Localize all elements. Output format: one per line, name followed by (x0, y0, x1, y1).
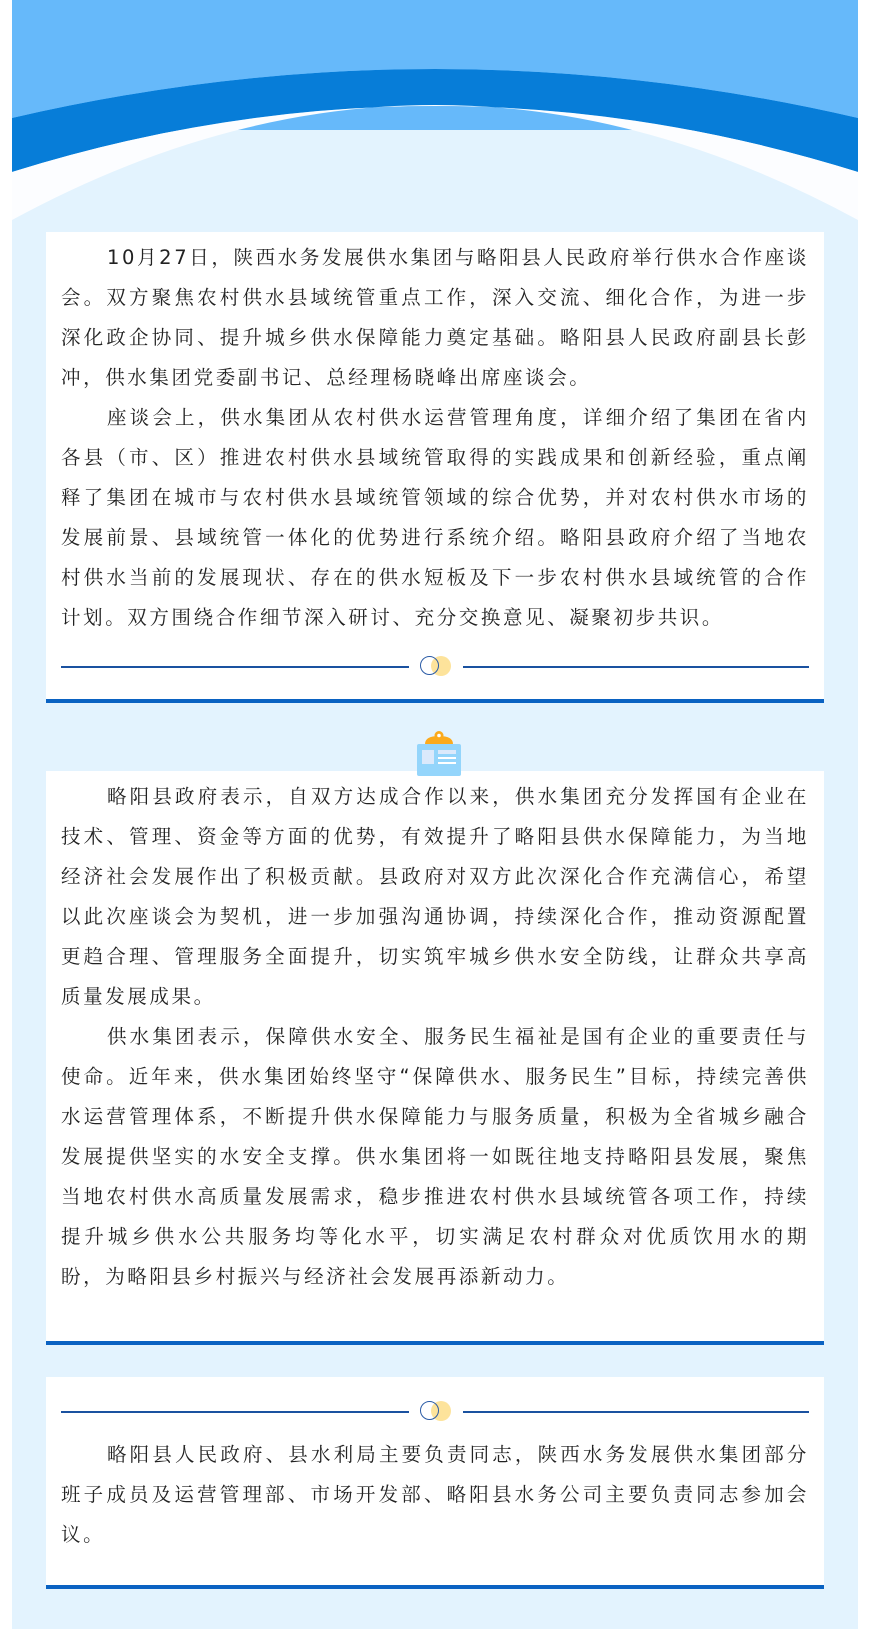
divider-line-left (61, 666, 409, 668)
divider-line-right (463, 666, 809, 668)
header-wave-banner (12, 0, 858, 240)
id-badge-icon (415, 731, 463, 777)
divider-line-right (463, 1411, 809, 1413)
divider-line-left (61, 1411, 409, 1413)
article-card-attendees (46, 1377, 824, 1589)
article-card-intro (46, 232, 824, 703)
ring-circle-icon (420, 1401, 439, 1420)
page-background (12, 0, 858, 1629)
divider-ornament (46, 652, 824, 682)
paragraph: 略阳县人民政府、县水利局主要负责同志，陕西水务发展供水集团部分班子成员及运营管理部、市场开发部、略阳县水务公司主要负责同志参加会议。 (61, 1443, 809, 1546)
ring-circle-icon (420, 656, 439, 675)
paragraph: 座谈会上，供水集团从农村供水运营管理角度，详细介绍了集团在省内各县（市、区）推进农村供水县域统管取得的实践成果和创新经验，重点阐释了集团在城市与农村供水县域统管领域的综合优势，并对农村供水市场的发展前景、县域统管一体化的优势进行系统介绍。略阳县政府介绍了当地农村供水当前的发展现状、存在的供水短板及下一步农村供水县域统管的合作计划。双方围绕合作细节深入研讨、充分交换意见、凝聚初步共识。 (61, 406, 809, 629)
paragraph: 10月27日，陕西水务发展供水集团与略阳县人民政府举行供水合作座谈会。双方聚焦农村供水县域统管重点工作，深入交流、细化合作，为进一步深化政企协同、提升城乡供水保障能力奠定基础。略阳县人民政府副县长彭冲，供水集团党委副书记、总经理杨晓峰出席座谈会。 (61, 246, 809, 389)
paragraph: 供水集团表示，保障供水安全、服务民生福祉是国有企业的重要责任与使命。近年来，供水集团始终坚守“保障供水、服务民生”目标，持续完善供水运营管理体系，不断提升供水保障能力与服务质量，积极为全省城乡融合发展提供坚实的水安全支撑。供水集团将一如既往地支持略阳县发展，聚焦当地农村供水高质量发展需求，稳步推进农村供水县域统管各项工作，持续提升城乡供水公共服务均等化水平，切实满足农村群众对优质饮用水的期盼，为略阳县乡村振兴与经济社会发展再添新动力。 (61, 1025, 809, 1288)
divider-ornament (46, 1397, 824, 1427)
article-card-statements (46, 771, 824, 1345)
paragraph: 略阳县政府表示，自双方达成合作以来，供水集团充分发挥国有企业在技术、管理、资金等方面的优势，有效提升了略阳县供水保障能力，为当地经济社会发展作出了积极贡献。县政府对双方此次深化合作充满信心，希望以此次座谈会为契机，进一步加强沟通协调，持续深化合作，推动资源配置更趋合理、管理服务全面提升，切实筑牢城乡供水安全防线，让群众共享高质量发展成果。 (61, 785, 809, 1008)
